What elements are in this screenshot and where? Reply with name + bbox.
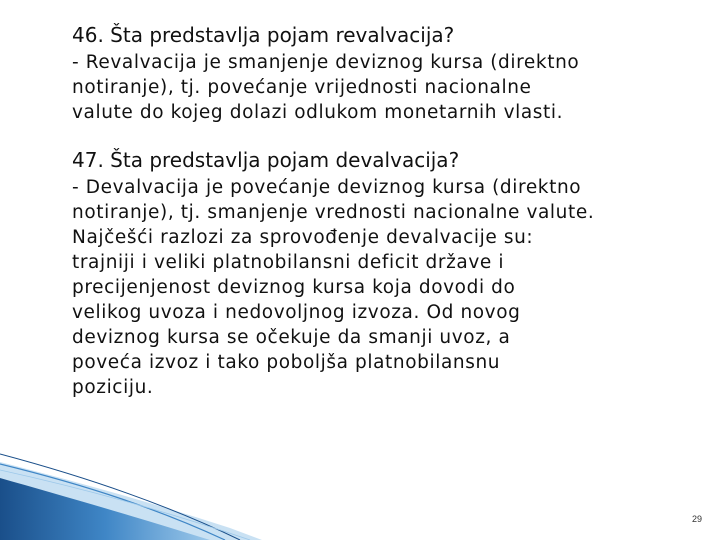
wave-stroke-3 [0,470,250,540]
question-section-46 [72,20,702,125]
answer-text [72,175,702,400]
answer-line: notiranje), tj. smanjenje vrednosti nacionalne valute. [72,202,595,223]
question-heading: 47. Šta predstavlja pojam devalvacija? [72,148,460,172]
answer-line: notiranje), tj. povećanje vrijednosti nacionalne [72,77,532,98]
page-number: 29 [691,514,702,524]
answer-line: valute do kojeg dolazi odlukom monetarnih vlasti. [72,102,564,123]
wave-band-light [0,462,262,540]
answer-line: trajniji i veliki platnobilansni deficit države i [72,252,505,273]
wave-decoration [0,440,720,540]
wave-stroke-2 [0,464,225,540]
answer-text [72,50,702,125]
answer-line: precijenjenost deviznog kursa koja dovodi do [72,277,516,298]
question-heading: 46. Šta predstavlja pojam revalvacija? [72,23,455,47]
wave-band-main [0,478,210,540]
answer-line: velikog uvoza i nedovoljnog izvoza. Od novog [72,302,521,323]
slide-content [72,20,702,400]
answer-line: - Devalvacija je povećanje deviznog kursa (direktno [72,177,582,198]
question-section-47 [72,145,702,400]
answer-line: deviznog kursa se očekuje da smanji uvoz, a [72,327,511,348]
answer-line: poziciju. [72,377,154,398]
answer-line: - Revalvacija je smanjenje deviznog kursa (direktno [72,52,580,73]
answer-line: poveća izvoz i tako poboljša platnobilansnu [72,352,501,373]
answer-line: Najčešći razlozi za sprovođenje devalvacije su: [72,227,534,248]
wave-stroke-1 [0,454,240,540]
